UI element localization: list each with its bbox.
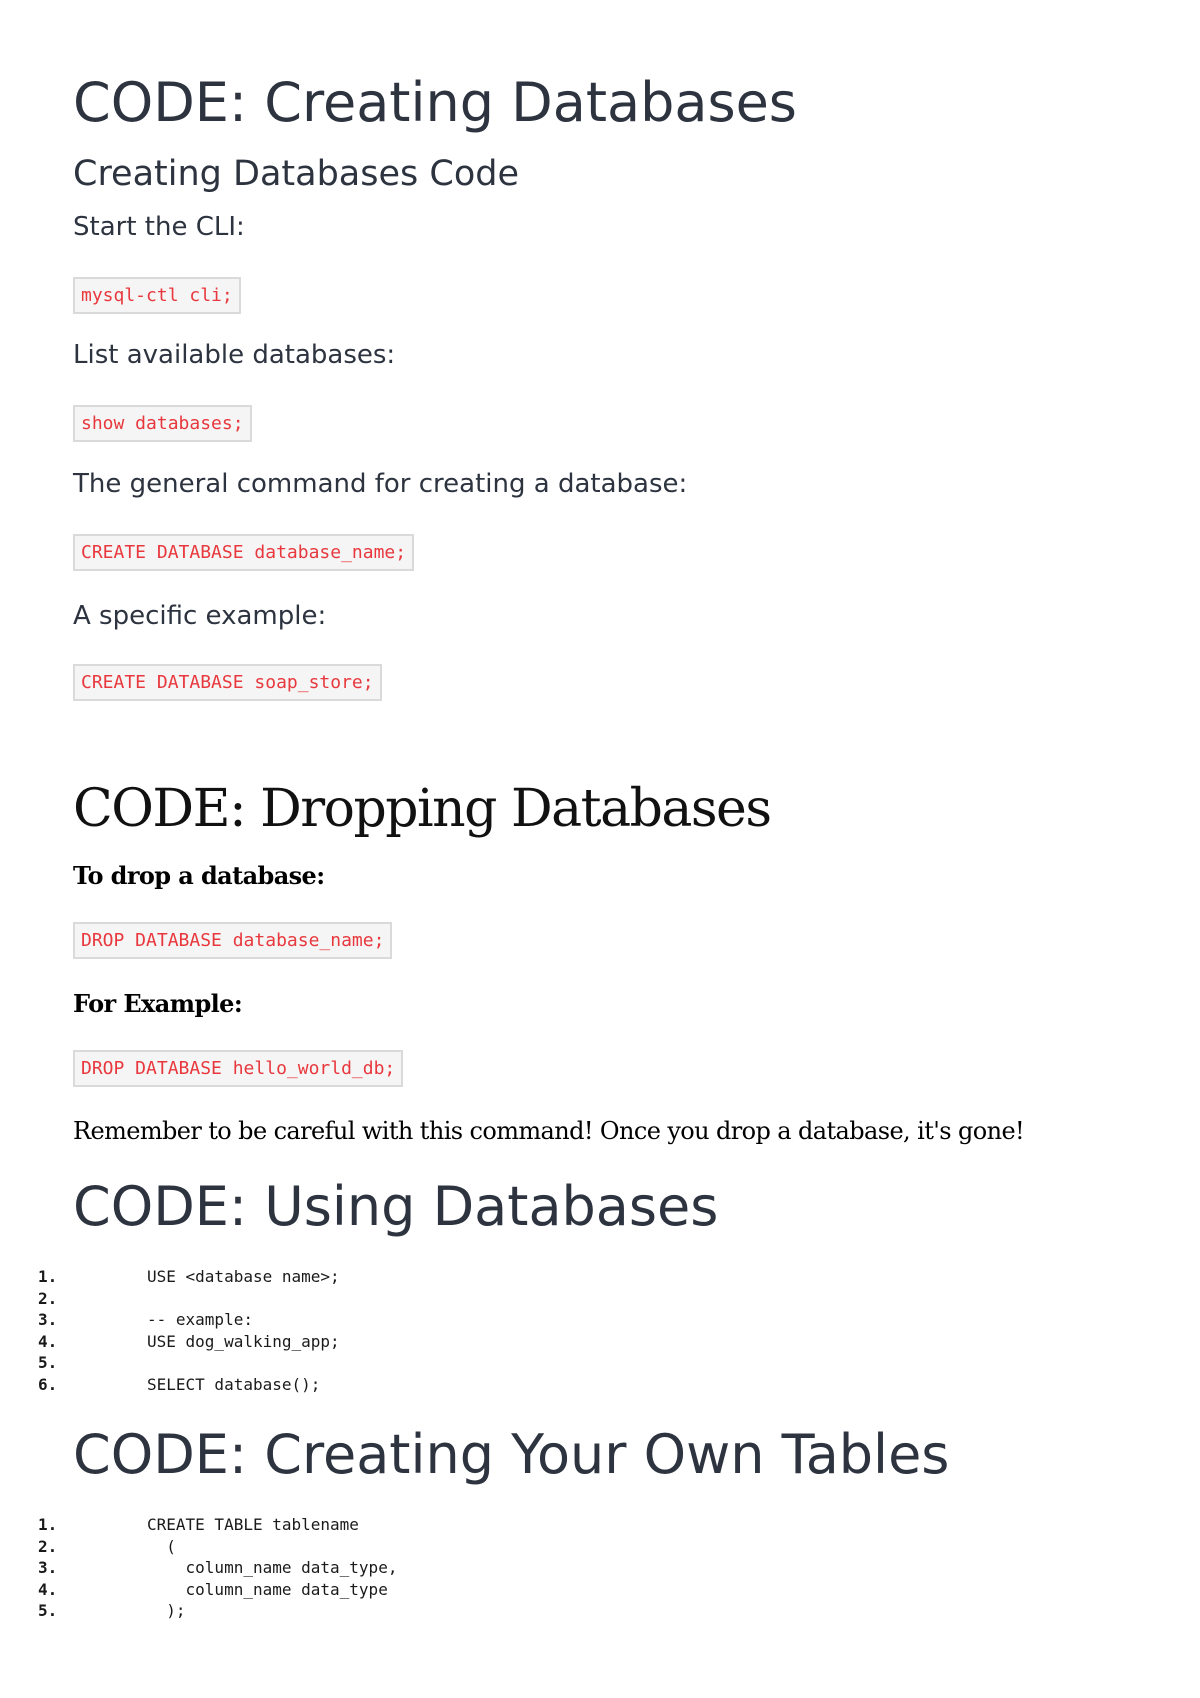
drop-database-code: DROP DATABASE database_name; — [73, 922, 392, 959]
start-cli-label: Start the CLI: — [73, 212, 245, 242]
using-databases-title: CODE: Using Databases — [73, 1175, 719, 1238]
document-page: CODE: Creating Databases Creating Databases Code Start the CLI: mysql-ctl cli; List available databases: show databases; The general command for creating a database: CREATE DATABASE database_name; A specific example: CREATE DATABASE soap_store; CODE: Dropping Databases To drop a database: DROP DATABASE database_name; For Example: DROP DATABASE hello_world_db; Remember to be careful with this command! Once you drop a database, it's gone! CODE: Using Databases 1. USE <database name>; 2. 3. -- example: 4. USE dog_walking_app; 5. 6. SELECT database(); CODE: Creating Your Own Tables 1. CREATE TABLE tablename 2. ( 3. column_name data_type, 4. column_name data_type 5. ); — [38, 71, 1025, 1620]
general-create-code: CREATE DATABASE database_name; — [73, 534, 414, 571]
specific-example-label: A specific example: — [73, 601, 327, 631]
creating-databases-subtitle: Creating Databases Code — [73, 154, 519, 194]
creating-tables-title: CODE: Creating Your Own Tables — [73, 1423, 950, 1486]
drop-database-label: To drop a database: — [73, 861, 325, 890]
specific-example-code: CREATE DATABASE soap_store; — [73, 664, 382, 701]
list-databases-label: List available databases: — [73, 340, 396, 370]
start-cli-code: mysql-ctl cli; — [73, 277, 241, 314]
general-create-label: The general command for creating a database: — [73, 469, 688, 499]
drop-warning-text: Remember to be careful with this command! Once you drop a database, it's gone! — [73, 1117, 1025, 1145]
drop-example-code: DROP DATABASE hello_world_db; — [73, 1050, 403, 1087]
list-databases-code: show databases; — [73, 405, 252, 442]
dropping-databases-title: CODE: Dropping Databases — [73, 779, 771, 839]
creating-databases-title: CODE: Creating Databases — [73, 71, 797, 134]
drop-example-label: For Example: — [73, 989, 243, 1018]
